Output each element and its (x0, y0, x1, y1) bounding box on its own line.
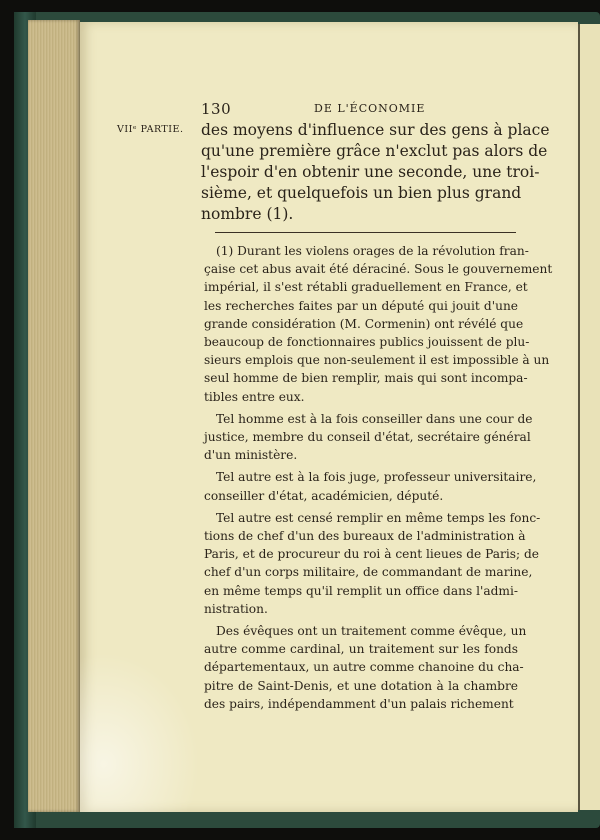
page-number: 130 (201, 100, 232, 118)
text-line: sième, et quelquefois un bien plus grand (201, 184, 522, 202)
text-line: des moyens d'influence sur des gens à place (201, 121, 550, 139)
footnote-paragraph (204, 242, 553, 406)
footnote-line: çaise cet abus avait été déraciné. Sous le gouvernement (204, 262, 553, 277)
footnote-line: justice, membre du conseil d'état, secrétaire général (204, 430, 531, 445)
footnote-rule (215, 232, 516, 233)
footnotes (204, 242, 553, 713)
footnote-line: beaucoup de fonctionnaires publics jouissent de plu- (204, 335, 530, 350)
footnote-line: (1) Durant les violens orages de la révolution fran- (216, 244, 529, 258)
footnote-line: départementaux, un autre comme chanoine du cha- (204, 660, 524, 675)
footnote-line: Tel homme est à la fois conseiller dans une cour de (216, 411, 533, 426)
footnote-line: tions de chef d'un des bureaux de l'administration à (204, 529, 526, 544)
margin-note: VIIᵉ PARTIE. (117, 124, 184, 135)
footnote-line: pitre de Saint-Denis, et une dotation à la chambre (204, 678, 518, 693)
footnote-line: en même temps qu'il remplit un office dans l'admi- (204, 583, 518, 598)
footnote-line: Tel autre est censé remplir en même temps les fonc- (216, 510, 541, 525)
footnote-line: seul homme de bien remplir, mais qui sont incompa- (204, 371, 528, 386)
footnote-line: tibles entre eux. (204, 389, 305, 404)
running-title: DE L'ÉCONOMIE (314, 102, 426, 115)
footnote-line: autre comme cardinal, un traitement sur les fonds (204, 642, 518, 657)
main-text (201, 120, 550, 225)
footnote-paragraph (204, 410, 533, 465)
footnote-line: impérial, il s'est rétabli graduellement en France, et (204, 280, 528, 295)
footnote-paragraph (204, 509, 541, 618)
footnote-line: conseiller d'état, académicien, député. (204, 488, 444, 503)
footnote-line: Tel autre est à la fois juge, professeur universitaire, (216, 470, 537, 485)
footnote-line: grande considération (M. Cormenin) ont révélé que (204, 316, 524, 331)
footnote-paragraph (204, 468, 537, 504)
footnote-line: chef d'un corps militaire, de commandant de marine, (204, 565, 533, 580)
footnote-line: d'un ministère. (204, 448, 298, 463)
footnote-line: Des évêques ont un traitement comme évêque, un (216, 624, 527, 639)
running-head (201, 100, 501, 120)
footnote-line: sieurs emplois que non-seulement il est impossible à un (204, 353, 550, 368)
footnote-line: nistration. (204, 601, 268, 616)
footnote-line: Paris, et de procureur du roi à cent lieues de Paris; de (204, 547, 539, 562)
page-stack (28, 20, 80, 812)
text-line: qu'une première grâce n'exclut pas alors de (201, 142, 548, 160)
footnote-line: les recherches faites par un député qui jouit d'une (204, 298, 518, 313)
footnote-line: des pairs, indépendamment d'un palais richement (204, 696, 514, 711)
text-line: l'espoir d'en obtenir une seconde, une troi- (201, 163, 540, 181)
facing-page-edge (578, 24, 600, 810)
text-line: nombre (1). (201, 205, 294, 223)
footnote-paragraph (204, 622, 527, 713)
